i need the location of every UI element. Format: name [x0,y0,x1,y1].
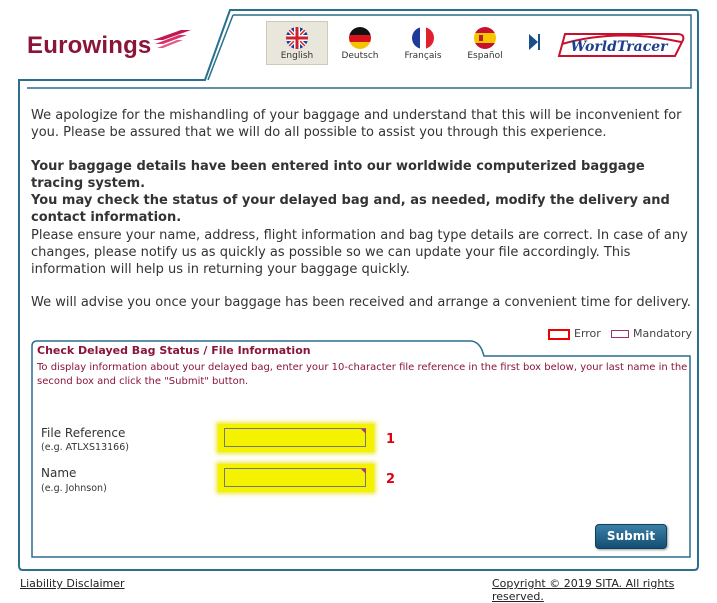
name-input[interactable] [224,468,366,487]
name-label: Name [41,466,77,480]
intro-advise: We will advise you once your baggage has been received and arrange a convenient time for delivery. [31,295,691,310]
name-field-wrap [218,464,374,492]
lang-label: English [280,51,314,61]
file-reference-label: File Reference [41,426,126,440]
worldtracer-text: WorldTracer [570,39,668,55]
legend-mandatory [611,327,692,340]
legend-mandatory-label: Mandatory [633,327,693,340]
france-flag-icon [412,27,434,49]
file-reference-field-wrap [218,424,374,452]
file-reference-input[interactable] [224,428,366,447]
field-marker-2: 2 [386,472,396,487]
lang-label: Español [467,51,503,61]
lang-english[interactable] [266,21,328,65]
lang-deutsch[interactable] [330,22,390,64]
legend-error-label: Error [574,327,601,340]
file-reference-hint: (e.g. ATLXS13166) [41,442,129,453]
intro-ensure-details: Please ensure your name, address, flight information and bag type details are correct. In case of any changes, please notify us as quickly as possible so we can update your file accordingly. This information will help us in returning your baggage quickly. [31,228,688,277]
worldtracer-logo [557,30,687,60]
mandatory-marker-icon [361,469,366,474]
next-arrow-icon[interactable] [527,33,541,51]
lang-espanol[interactable] [455,22,515,64]
error-swatch-icon [548,329,570,340]
panel-title: Check Delayed Bag Status / File Information [37,344,311,357]
liability-disclaimer-link[interactable]: Liability Disclaimer [20,577,125,590]
wings-icon [151,28,193,48]
lang-francais[interactable] [393,22,453,64]
mandatory-swatch-icon [611,330,629,338]
uk-flag-icon [286,27,308,49]
lang-label: Deutsch [341,51,379,61]
germany-flag-icon [349,27,371,49]
name-hint: (e.g. Johnson) [41,483,107,494]
spain-flag-icon [474,27,496,49]
brand-name: Eurowings [27,32,152,59]
eurowings-logo [27,28,192,60]
panel-description: To display information about your delayed bag, enter your 10-character file reference in the first box below, your last name in the second box and click the "Submit" button. [37,362,688,387]
legend-error [548,327,601,340]
submit-button[interactable]: Submit [595,524,667,549]
copyright-link[interactable]: Copyright © 2019 SITA. All rights reserved. [492,577,675,603]
mandatory-marker-icon [361,429,366,434]
intro-apology: We apologize for the mishandling of your baggage and understand that this will be inconvenient for you. Please be assured that we will do all possible to assist you through this experience. [31,108,682,140]
lang-label: Français [404,51,442,61]
intro-tracing-notice: Your baggage details have been entered into our worldwide computerized baggage tracing system. [31,159,645,191]
field-marker-1: 1 [386,432,396,447]
intro-check-status: You may check the status of your delayed bag and, as needed, modify the delivery and contact information. [31,193,670,225]
